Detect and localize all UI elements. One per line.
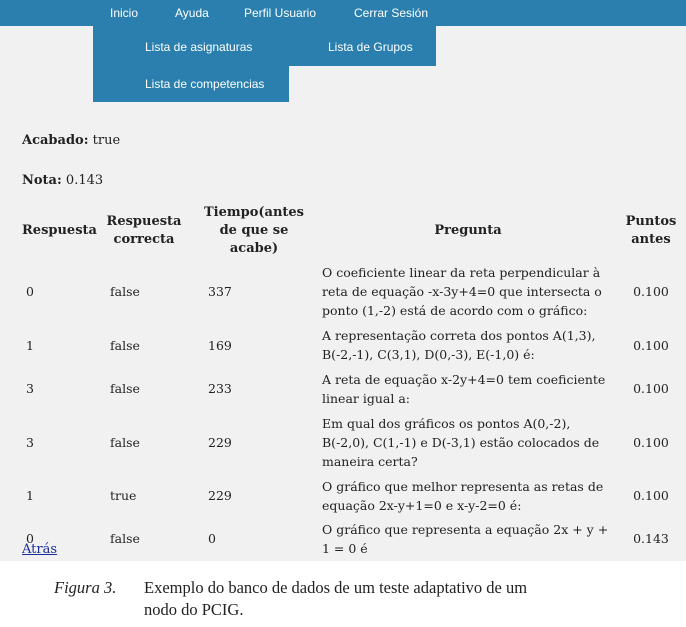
header-respuesta-correcta: Respuesta correcta	[106, 214, 182, 247]
nota-value: 0.143	[65, 173, 104, 188]
cell-correcta: false	[110, 381, 140, 396]
figure-label: Figura 3.	[54, 578, 117, 597]
nav-inicio[interactable]: Inicio	[110, 6, 139, 20]
header-puntos-antes: Puntos antes	[625, 214, 677, 247]
back-link[interactable]: Atrás	[22, 542, 58, 557]
table-row	[18, 517, 684, 560]
submenu-lista-grupos[interactable]: Lista de Grupos	[328, 40, 413, 54]
submenu-lista-competencias[interactable]: Lista de competencias	[145, 77, 265, 91]
caption-line-1: Exemplo do banco de dados de um teste adaptativo de um	[144, 578, 528, 597]
nav-cerrar-sesion[interactable]: Cerrar Sesión	[354, 6, 429, 20]
header-respuesta: Respuesta	[22, 223, 97, 238]
submenu-panel-secondary	[93, 66, 289, 102]
table-row	[18, 474, 684, 517]
cell-tiempo: 229	[208, 488, 232, 503]
cell-pregunta: A representação correta dos pontos A(1,3), B(-2,-1), C(3,1), D(0,-3), E(-1,0) é:	[322, 328, 596, 362]
cell-pregunta: A reta de equação x-2y+4=0 tem coeficiente linear igual a:	[322, 371, 606, 406]
cell-correcta: true	[110, 488, 137, 503]
table-header-row	[18, 203, 684, 259]
cell-respuesta: 3	[26, 381, 34, 396]
cell-puntos: 0.100	[633, 337, 669, 353]
acabado-field	[22, 133, 120, 148]
cell-tiempo: 233	[208, 381, 232, 396]
table-row	[18, 259, 684, 323]
cell-respuesta: 0	[26, 283, 34, 299]
cell-respuesta: 3	[26, 434, 34, 450]
cell-respuesta: 1	[26, 337, 34, 353]
cell-correcta: false	[110, 531, 140, 546]
cell-correcta: false	[110, 283, 140, 299]
cell-puntos: 0.100	[633, 434, 669, 450]
header-tiempo: Tiempo(antes de que se acabe)	[203, 205, 305, 256]
cell-correcta: false	[110, 434, 140, 450]
nota-label: Nota:	[22, 173, 62, 188]
cell-pregunta: O coeficiente linear da reta perpendicular à reta de equação -x-3y+4=0 que intersecta o ponto (1,-2) está de acordo com o gráfico:	[322, 264, 602, 318]
cell-puntos: 0.100	[633, 283, 669, 299]
cell-tiempo: 169	[208, 337, 232, 353]
table-row	[18, 367, 684, 410]
cell-puntos: 0.100	[633, 488, 669, 503]
cell-respuesta: 1	[26, 488, 34, 503]
cell-tiempo: 337	[208, 283, 232, 299]
cell-tiempo: 0	[208, 531, 216, 546]
cell-respuesta: 0	[26, 531, 34, 546]
cell-correcta: false	[110, 337, 140, 353]
nav-ayuda[interactable]: Ayuda	[175, 6, 209, 20]
nav-perfil-usuario[interactable]: Perfil Usuario	[244, 6, 317, 20]
results-table	[18, 203, 684, 560]
acabado-value: true	[92, 133, 121, 148]
table-row	[18, 410, 684, 474]
cell-pregunta: O gráfico que melhor representa as retas de equação 2x-y+1=0 e x-y-2=0 é:	[322, 478, 604, 513]
header-pregunta: Pregunta	[434, 223, 502, 238]
cell-tiempo: 229	[208, 434, 232, 450]
acabado-label: Acabado:	[22, 133, 89, 148]
submenu-lista-asignaturas[interactable]: Lista de asignaturas	[145, 40, 253, 54]
submenu-panel	[93, 26, 436, 66]
caption-line-2: nodo do PCIG.	[144, 600, 244, 619]
top-nav-bar	[0, 0, 686, 26]
cell-pregunta: O gráfico que representa a equação 2x + y + 1 = 0 é	[322, 521, 609, 556]
figure-caption	[54, 577, 614, 619]
nota-field	[22, 173, 103, 188]
table-row	[18, 323, 684, 367]
cell-puntos: 0.143	[633, 531, 669, 546]
cell-puntos: 0.100	[633, 381, 669, 396]
cell-pregunta: Em qual dos gráficos os pontos A(0,-2), B(-2,0), C(1,-1) e D(-3,1) estão colocados de maneira certa?	[322, 415, 600, 469]
